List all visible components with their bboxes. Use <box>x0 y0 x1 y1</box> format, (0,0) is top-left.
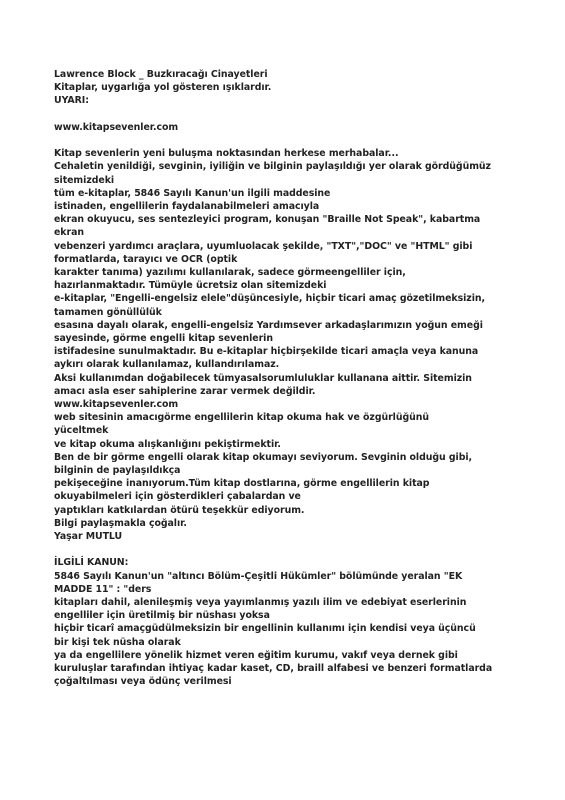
notice-line: yüceltmek <box>54 425 109 437</box>
notice-line: sayesinde, görme engelli kitap sevenlerin <box>54 333 273 345</box>
notice-line: bilginin de paylaşıldıkça <box>54 465 181 477</box>
notice-line: Bilgi paylaşmakla çoğalır. <box>54 517 187 529</box>
law-line: ya da engellilere yönelik hizmet veren eğitim kurumu, vakıf veya dernek gibi <box>54 649 458 661</box>
notice-line: e-kitaplar, "Engelli-engelsiz elele"düşüncesiyle, hiçbir ticari amaç gözetilmeksizin, <box>54 293 485 305</box>
notice-line: istifadesine sunulmaktadır. Bu e-kitaplar hiçbirşekilde ticari amaçla veya kanuna <box>54 346 479 358</box>
notice-line: Kitap sevenlerin yeni buluşma noktasından herkese merhabalar... <box>54 148 399 160</box>
warning-heading: UYARI: <box>54 95 89 107</box>
site-url: www.kitapsevenler.com <box>54 121 179 133</box>
notice-line: pekişeceğine inanıyorum.Tüm kitap dostlarına, görme engellilerin kitap <box>54 478 430 490</box>
signature-name: Yaşar MUTLU <box>54 531 123 543</box>
spacer <box>54 134 530 147</box>
law-line: hiçbir ticarî amaçgüdülmeksizin bir engellinin kullanımı için kendisi veya üçüncü <box>54 623 476 635</box>
spacer <box>54 543 530 556</box>
spacer <box>54 108 530 121</box>
notice-line: formatlarda, tarayıcı ve OCR (optik <box>54 253 238 265</box>
header-block <box>54 68 530 108</box>
notice-line: web sitesinin amacıgörme engellilerin kitap okuma hak ve özgürlüğünü <box>54 412 429 424</box>
book-title-line: Lawrence Block _ Buzkıracağı Cinayetleri <box>54 69 268 80</box>
notice-line: okuyabilmeleri için gösterdikleri çabalardan ve <box>54 491 301 503</box>
notice-line: karakter tanıma) yazılımı kullanılarak, sadece görmeengelliler için, <box>54 267 406 279</box>
notice-line: sitemizdeki <box>54 174 115 186</box>
notice-line: Aksi kullanımdan doğabilecek tümyasalsorumluluklar kullanana aittir. Sitemizin <box>54 372 472 384</box>
notice-line: ekran <box>54 227 84 239</box>
law-line: çoğaltılması veya ödünç verilmesi <box>54 676 232 688</box>
notice-line: tüm e-kitaplar, 5846 Sayılı Kanun'un ilgili maddesine <box>54 187 331 199</box>
notice-line: hazırlanmaktadır. Tümüyle ücretsiz olan sitemizdeki <box>54 280 327 292</box>
notice-line: ve kitap okuma alışkanlığını pekiştirmektir. <box>54 438 281 450</box>
law-block <box>54 556 530 688</box>
notice-line: Ben de bir görme engelli olarak kitap okumayı seviyorum. Sevginin olduğu gibi, <box>54 451 473 463</box>
notice-block <box>54 147 530 543</box>
notice-line: yaptıkları katkılardan ötürü teşekkür ediyorum. <box>54 504 305 516</box>
law-line: 5846 Sayılı Kanun'un "altıncı Bölüm-Çeşitli Hükümler" bölümünde yeralan "EK <box>54 570 463 582</box>
law-line: MADDE 11" : "ders <box>54 583 152 595</box>
notice-site-url: www.kitapsevenler.com <box>54 399 179 411</box>
notice-line: tamamen gönüllülük <box>54 306 162 318</box>
document-page <box>54 68 530 689</box>
notice-line: amacı asla eser sahiplerine zarar vermek değildir. <box>54 385 316 397</box>
law-line: engelliler için üretilmiş bir nüshası yoksa <box>54 610 270 622</box>
notice-line: vebenzeri yardımcı araçlara, uyumluolacak şekilde, "TXT","DOC" ve "HTML" gibi <box>54 240 473 252</box>
law-heading: İLGİLİ KANUN: <box>54 557 129 569</box>
notice-line: istinaden, engellilerin faydalanabilmeleri amacıyla <box>54 201 320 212</box>
notice-line: esasına dayalı olarak, engelli-engelsiz Yardımsever arkadaşlarımızın yoğun emeği <box>54 319 483 331</box>
law-line: kitapları dahil, alenileşmiş veya yayımlanmış yazılı ilim ve edebiyat eserlerinin <box>54 597 467 609</box>
notice-line: Cehaletin yenildiği, sevginin, iyiliğin ve bilginin paylaşıldığı yer olarak gördüğümüz <box>54 161 491 173</box>
notice-line: aykırı olarak kullanılamaz, kullandırılamaz. <box>54 359 280 371</box>
motto-line: Kitaplar, uygarlığa yol gösteren ışıklardır. <box>54 82 272 94</box>
law-line: bir kişi tek nüsha olarak <box>54 636 181 648</box>
notice-line: ekran okuyucu, ses sentezleyici program, konuşan "Braille Not Speak", kabartma <box>54 214 481 226</box>
law-line: kuruluşlar tarafından ihtiyaç kadar kaset, CD, braill alfabesi ve benzeri formatlarda <box>54 663 493 675</box>
